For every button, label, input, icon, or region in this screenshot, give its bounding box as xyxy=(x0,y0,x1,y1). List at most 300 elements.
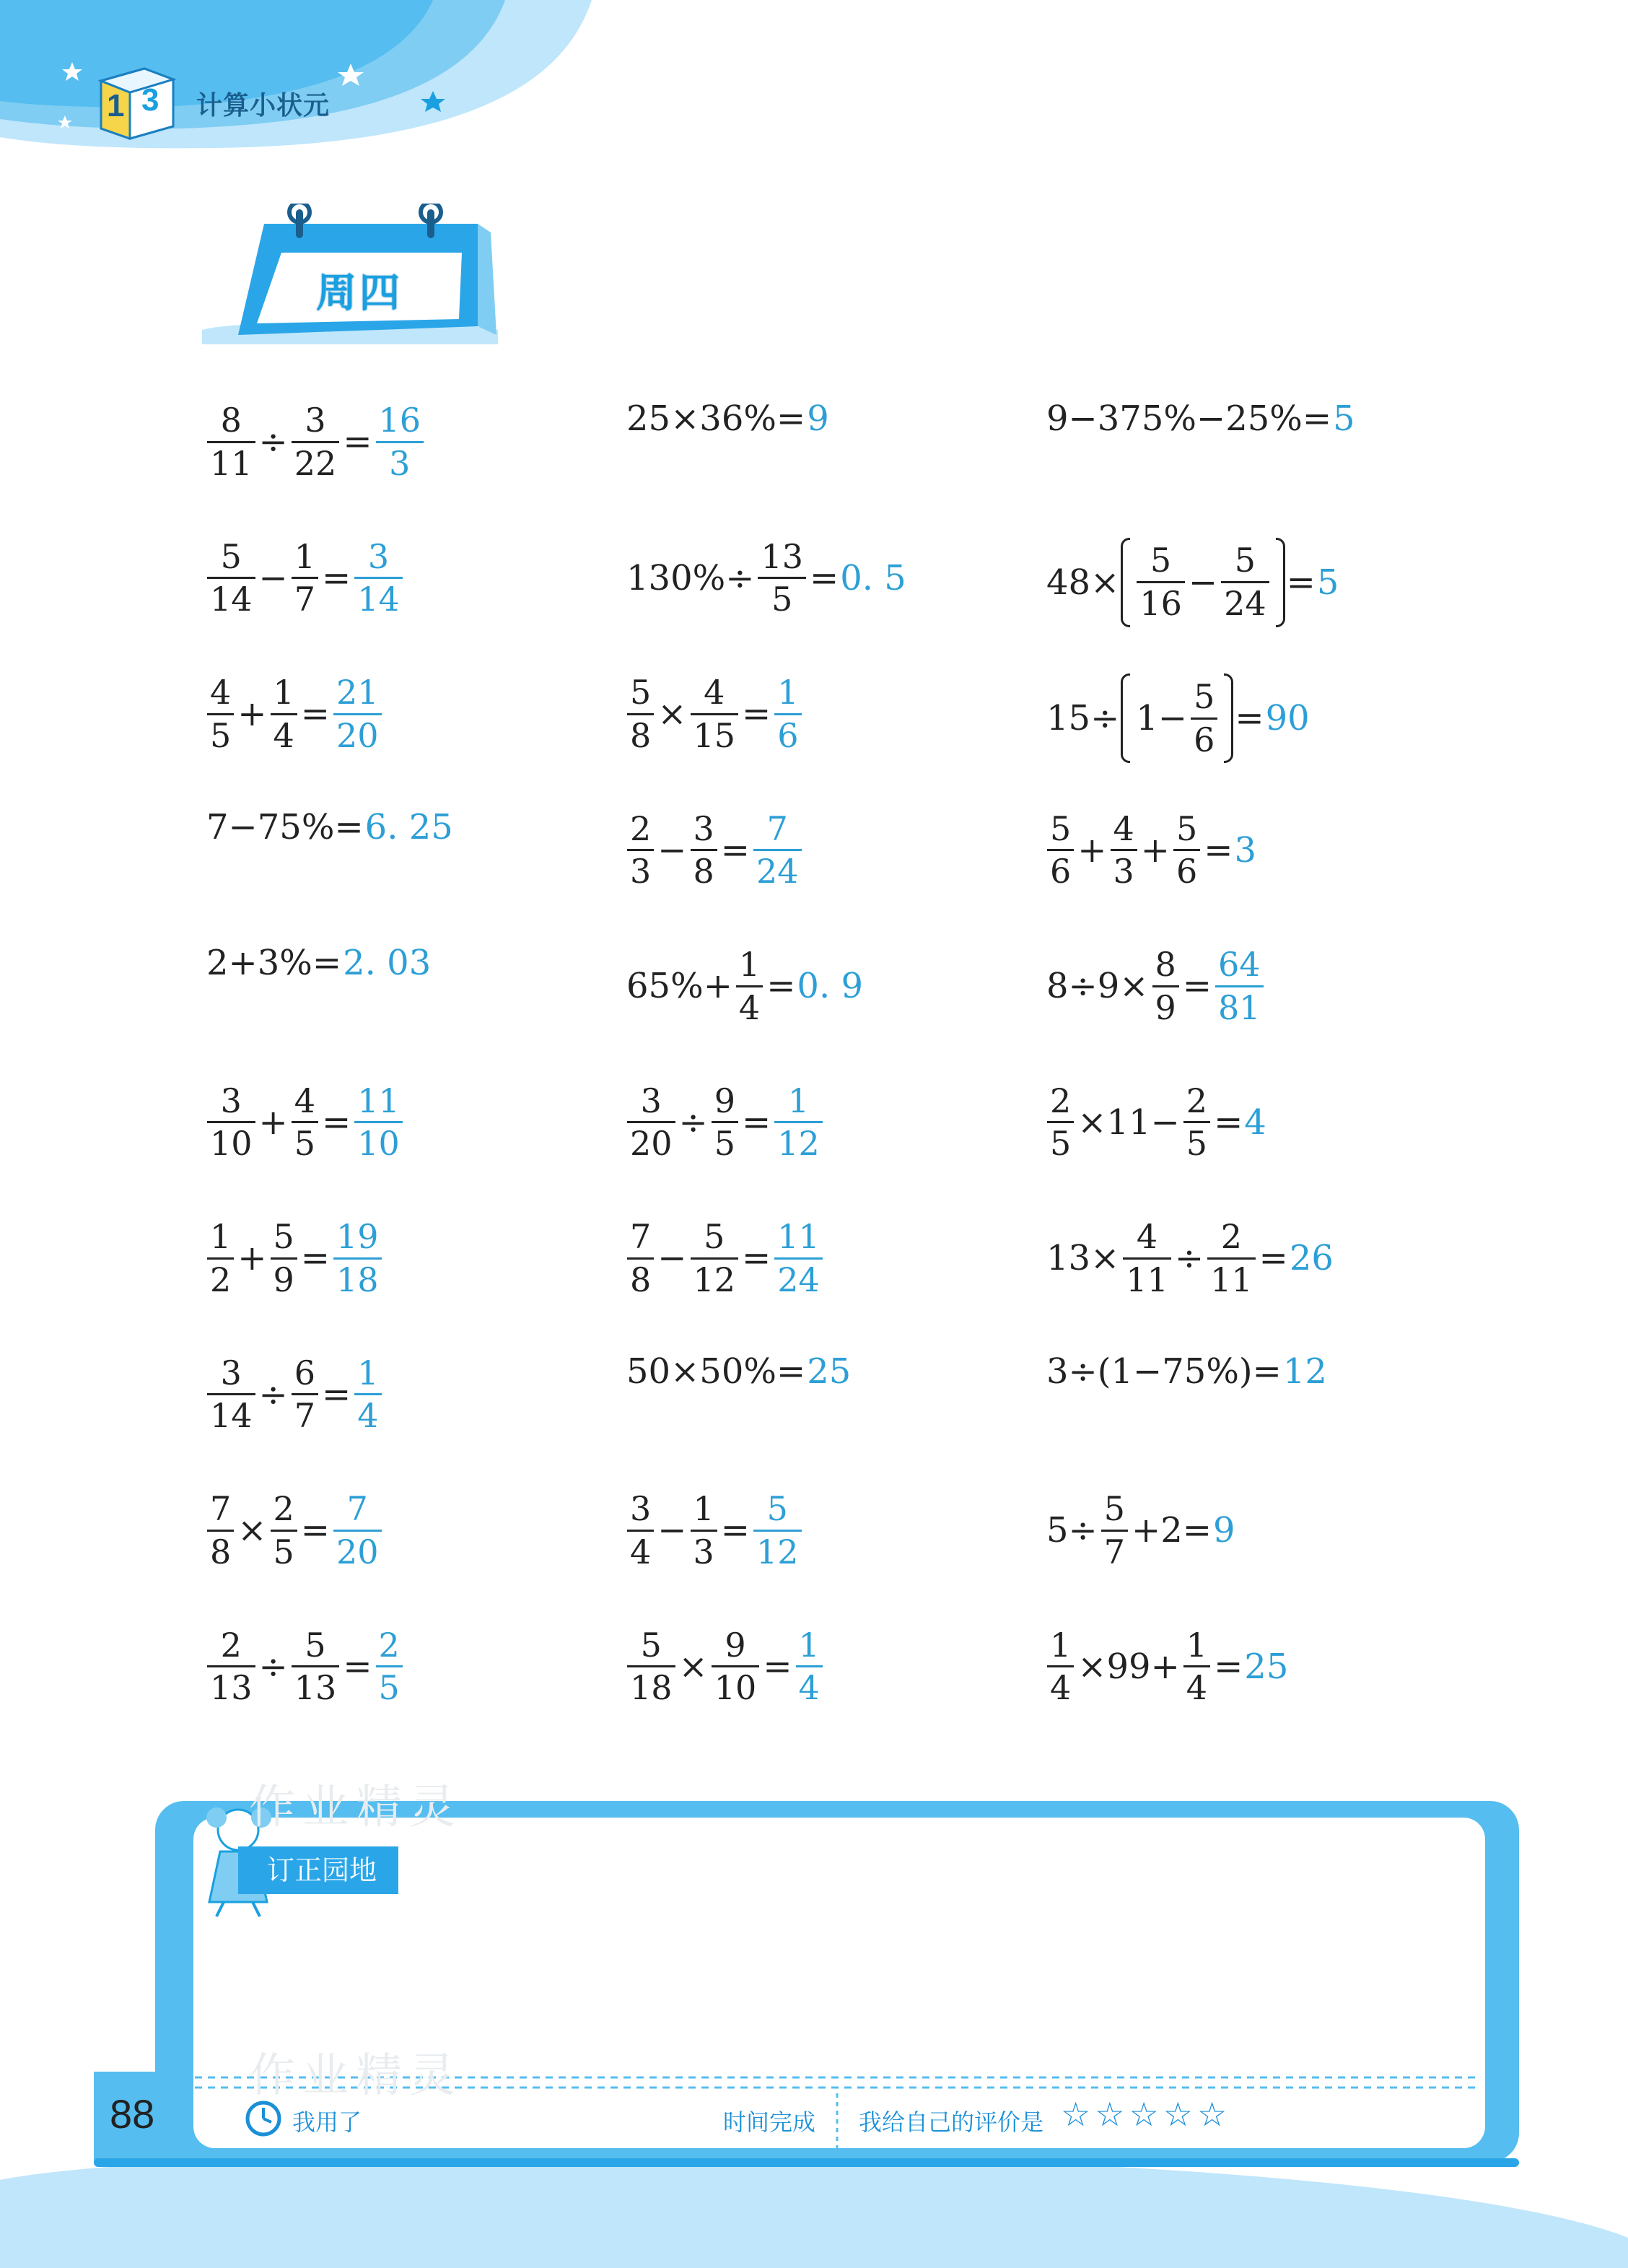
numerator: 2 xyxy=(378,1625,400,1665)
operator: = xyxy=(322,1102,351,1143)
time-prefix-label: 我用了 xyxy=(292,2108,362,2136)
denominator: 3 xyxy=(630,852,652,891)
math-problem xyxy=(1045,398,1355,439)
operator: + xyxy=(237,1238,267,1279)
fraction-bar xyxy=(1137,581,1185,583)
header-banner xyxy=(0,0,649,159)
fraction-bar xyxy=(691,1257,739,1260)
math-problem xyxy=(625,398,829,439)
operator: − xyxy=(657,1510,687,1551)
answer-value: 12 xyxy=(1282,1351,1327,1392)
expression-text: 130%÷ xyxy=(626,557,755,598)
expression-text: 8÷9× xyxy=(1046,966,1149,1007)
operator: + xyxy=(1140,829,1170,871)
answer-fraction xyxy=(333,673,382,755)
expression-text: +2= xyxy=(1132,1510,1212,1551)
operator: ÷ xyxy=(1174,1238,1204,1279)
math-problem xyxy=(205,401,426,483)
denominator: 11 xyxy=(1210,1260,1253,1299)
operator: ÷ xyxy=(258,422,288,463)
answer-value: 2. 03 xyxy=(343,943,432,983)
numerator: 5 xyxy=(220,536,242,576)
answer-value: 25 xyxy=(1244,1646,1289,1687)
numerator: 5 xyxy=(1103,1489,1126,1528)
fraction-bar xyxy=(627,1665,675,1667)
denominator: 24 xyxy=(756,852,799,891)
fraction-bar xyxy=(1207,1257,1256,1260)
fraction-bar xyxy=(774,1257,823,1260)
fraction xyxy=(1173,810,1200,891)
operator: × xyxy=(657,694,687,735)
fraction xyxy=(207,401,255,483)
numerator: 16 xyxy=(378,401,421,440)
numerator: 6 xyxy=(294,1353,316,1392)
fraction-bar xyxy=(1047,1121,1074,1123)
denominator: 81 xyxy=(1218,987,1261,1027)
numerator: 5 xyxy=(630,673,652,712)
numerator: 3 xyxy=(220,1081,242,1120)
denominator: 3 xyxy=(693,1532,714,1571)
math-problem xyxy=(205,1354,384,1436)
denominator: 10 xyxy=(357,1124,400,1164)
fraction xyxy=(1191,678,1217,759)
numerator: 3 xyxy=(640,1081,662,1120)
math-problem xyxy=(1045,1490,1235,1571)
operator: = xyxy=(300,1510,330,1551)
fraction-bar xyxy=(753,849,802,851)
expression-text: 15÷ xyxy=(1046,698,1120,738)
answer-fraction xyxy=(354,1354,381,1436)
fraction xyxy=(1123,1218,1171,1299)
operator: − xyxy=(657,1238,687,1279)
fraction xyxy=(627,810,654,891)
numerator: 5 xyxy=(1150,541,1172,580)
expression-text: 7−75%= xyxy=(206,806,364,847)
fraction-bar xyxy=(627,1121,675,1123)
numerator: 1 xyxy=(798,1625,820,1665)
math-problem xyxy=(625,1082,825,1164)
fraction-bar xyxy=(1183,1121,1210,1123)
answer-fraction xyxy=(753,810,802,891)
denominator: 13 xyxy=(210,1668,253,1708)
fraction xyxy=(1183,1082,1210,1164)
operator: = xyxy=(300,694,330,735)
expression-text: 5÷ xyxy=(1046,1510,1098,1551)
math-problem xyxy=(1045,1082,1266,1164)
numerator: 2 xyxy=(1220,1217,1242,1256)
numerator: 9 xyxy=(714,1081,736,1120)
math-problem xyxy=(625,946,863,1027)
denominator: 11 xyxy=(1126,1260,1168,1299)
answer-value: 3 xyxy=(1234,829,1257,871)
fraction-bar xyxy=(292,1665,340,1667)
numerator: 1 xyxy=(273,673,294,712)
operator: = xyxy=(720,1510,750,1551)
operator: = xyxy=(742,1238,771,1279)
math-problem xyxy=(625,1626,825,1708)
answer-fraction xyxy=(1215,946,1264,1027)
numerator: 1 xyxy=(693,1489,714,1528)
answer-fraction xyxy=(753,1490,802,1571)
fraction xyxy=(627,673,654,755)
fraction xyxy=(271,673,297,755)
cube-digit-a: 1 xyxy=(107,88,125,123)
answer-value: 6. 25 xyxy=(364,806,453,847)
fraction xyxy=(1047,810,1074,891)
watermark-bottom: 作业精灵 xyxy=(249,2049,463,2103)
fraction-bar xyxy=(1152,985,1179,987)
fraction xyxy=(1111,810,1137,891)
numerator: 3 xyxy=(305,401,326,440)
denominator: 22 xyxy=(294,443,337,483)
denominator: 6 xyxy=(1194,720,1215,759)
fraction-bar xyxy=(333,1257,382,1260)
denominator: 5 xyxy=(1050,1124,1072,1164)
denominator: 20 xyxy=(336,1532,379,1571)
denominator: 5 xyxy=(1186,1124,1208,1164)
denominator: 18 xyxy=(336,1260,379,1299)
denominator: 24 xyxy=(777,1260,820,1299)
bracket-left xyxy=(1121,538,1130,627)
denominator: 3 xyxy=(1113,852,1134,891)
math-problem xyxy=(1045,1626,1288,1708)
numerator: 1 xyxy=(294,536,316,576)
math-problem xyxy=(205,806,453,847)
rating-star-icon[interactable]: ☆ xyxy=(1129,2095,1159,2134)
denominator: 18 xyxy=(630,1668,673,1708)
answer-value: 0. 5 xyxy=(840,557,906,598)
fraction-bar xyxy=(354,577,403,579)
fraction-bar xyxy=(292,1393,318,1395)
operator: = xyxy=(1214,1646,1243,1687)
answer-fraction xyxy=(333,1490,382,1571)
clock-icon xyxy=(248,2103,279,2134)
math-problem xyxy=(1045,673,1310,763)
fraction xyxy=(271,1490,297,1571)
fraction-bar xyxy=(1173,849,1200,851)
operator: = xyxy=(1214,1102,1243,1143)
fraction-bar xyxy=(691,713,739,715)
answer-value: 9 xyxy=(1213,1510,1235,1551)
cube-digit-b: 3 xyxy=(141,82,159,118)
operator: − xyxy=(258,557,288,598)
fraction-bar xyxy=(1215,985,1264,987)
expression-text: 1− xyxy=(1136,698,1188,738)
operator: = xyxy=(1235,698,1264,738)
fraction-bar xyxy=(1221,581,1269,583)
expression-text: 25×36%= xyxy=(626,398,806,439)
answer-fraction xyxy=(774,1218,823,1299)
fraction-bar xyxy=(691,1530,717,1532)
math-problem xyxy=(205,1626,405,1708)
bracket-right xyxy=(1276,538,1285,627)
fraction xyxy=(627,1218,654,1299)
denominator: 20 xyxy=(630,1124,673,1164)
answer-fraction xyxy=(354,538,403,619)
numerator: 2 xyxy=(273,1489,294,1528)
numerator: 3 xyxy=(693,808,714,848)
fraction xyxy=(292,1626,340,1708)
denominator: 2 xyxy=(210,1260,232,1299)
denominator: 5 xyxy=(210,715,232,755)
denominator: 20 xyxy=(336,715,379,755)
fraction xyxy=(691,673,739,755)
fraction-bar xyxy=(1183,1665,1210,1667)
fraction-bar xyxy=(271,1257,297,1260)
numerator: 4 xyxy=(1136,1217,1158,1256)
denominator: 4 xyxy=(630,1532,652,1571)
numerator: 7 xyxy=(630,1217,652,1256)
fraction xyxy=(207,1218,234,1299)
operator: ÷ xyxy=(678,1102,708,1143)
numerator: 1 xyxy=(777,673,799,712)
numerator: 7 xyxy=(766,808,788,848)
fraction-bar xyxy=(207,1393,255,1395)
fraction xyxy=(691,810,717,891)
denominator: 6 xyxy=(1050,852,1072,891)
fraction xyxy=(1047,1082,1074,1164)
denominator: 7 xyxy=(294,580,316,619)
math-problem xyxy=(205,943,432,983)
fraction-bar xyxy=(207,441,255,443)
fraction-bar xyxy=(691,849,717,851)
expression-text: 3÷(1−75%)= xyxy=(1046,1351,1282,1392)
self-evaluation-label: 我给自己的评价是 xyxy=(859,2108,1044,2136)
fraction-bar xyxy=(207,1121,255,1123)
fraction-bar xyxy=(292,441,340,443)
correction-title: 订正园地 xyxy=(238,1846,398,1894)
fraction xyxy=(271,1218,297,1299)
fraction xyxy=(207,673,234,755)
fraction-bar xyxy=(774,713,801,715)
denominator: 9 xyxy=(1155,987,1176,1027)
fraction-bar xyxy=(1047,849,1074,851)
math-problem xyxy=(205,1218,384,1299)
fraction-bar xyxy=(627,713,654,715)
numerator: 3 xyxy=(630,1489,652,1528)
math-problem xyxy=(205,1490,384,1571)
fraction xyxy=(207,1354,255,1436)
fraction xyxy=(1183,1626,1210,1708)
operator: = xyxy=(1204,829,1233,871)
denominator: 13 xyxy=(294,1668,337,1708)
denominator: 10 xyxy=(714,1668,757,1708)
answer-value: 90 xyxy=(1265,698,1310,738)
numerator: 1 xyxy=(210,1217,232,1256)
denominator: 9 xyxy=(273,1260,294,1299)
denominator: 24 xyxy=(1224,584,1266,623)
fraction-bar xyxy=(796,1665,823,1667)
operator: × xyxy=(237,1510,267,1551)
denominator: 12 xyxy=(756,1532,799,1571)
operator: = xyxy=(1259,1238,1288,1279)
denominator: 8 xyxy=(693,852,714,891)
numerator: 7 xyxy=(210,1489,232,1528)
fraction-bar xyxy=(627,1257,654,1260)
denominator: 8 xyxy=(630,1260,652,1299)
fraction-bar xyxy=(753,1530,802,1532)
denominator: 8 xyxy=(210,1532,232,1571)
numerator: 4 xyxy=(704,673,725,712)
answer-value: 5 xyxy=(1333,398,1355,439)
denominator: 3 xyxy=(389,443,411,483)
correction-frame xyxy=(0,1732,1628,2268)
denominator: 12 xyxy=(777,1124,820,1164)
fraction xyxy=(1101,1490,1128,1571)
numerator: 11 xyxy=(777,1217,820,1256)
operator: = xyxy=(763,1646,792,1687)
denominator: 6 xyxy=(1176,852,1198,891)
denominator: 11 xyxy=(210,443,253,483)
fraction-bar xyxy=(712,1121,738,1123)
numerator: 21 xyxy=(336,673,379,712)
numerator: 3 xyxy=(367,536,390,576)
operator: + xyxy=(237,694,267,735)
fraction xyxy=(207,1082,255,1164)
numerator: 8 xyxy=(1155,945,1176,984)
operator: × xyxy=(678,1646,708,1687)
math-problem xyxy=(625,538,906,619)
operator: + xyxy=(1077,829,1107,871)
fraction xyxy=(1207,1218,1256,1299)
denominator: 15 xyxy=(693,715,736,755)
numerator: 4 xyxy=(1113,808,1134,848)
operator: = xyxy=(742,1102,771,1143)
denominator: 5 xyxy=(273,1532,294,1571)
numerator: 1 xyxy=(1050,1625,1072,1665)
fraction-bar xyxy=(354,1121,403,1123)
numerator: 7 xyxy=(346,1489,368,1528)
expression-text: 65%+ xyxy=(626,966,732,1007)
operator: = xyxy=(742,694,771,735)
rating-star-icon[interactable]: ☆ xyxy=(1095,2095,1125,2134)
fraction-bar xyxy=(627,849,654,851)
operator: = xyxy=(720,829,750,871)
fraction xyxy=(736,946,763,1027)
numerator: 13 xyxy=(761,536,803,576)
fraction xyxy=(627,1082,675,1164)
operator: ÷ xyxy=(258,1374,288,1415)
rating-star-icon[interactable]: ☆ xyxy=(1163,2095,1193,2134)
fraction xyxy=(627,1626,675,1708)
operator: = xyxy=(322,557,351,598)
numerator: 1 xyxy=(1186,1625,1208,1665)
answer-fraction xyxy=(376,401,424,483)
numerator: 5 xyxy=(1176,808,1198,848)
numerator: 1 xyxy=(738,945,761,984)
operator: − xyxy=(657,829,687,871)
denominator: 4 xyxy=(273,715,294,755)
rating-star-icon[interactable]: ☆ xyxy=(1061,2095,1091,2134)
numerator: 1 xyxy=(357,1353,379,1392)
rating-stars xyxy=(1061,2095,1227,2134)
math-problem xyxy=(1045,538,1339,627)
fraction-bar xyxy=(207,1530,234,1532)
answer-value: 0. 9 xyxy=(797,966,863,1007)
answer-fraction xyxy=(354,1082,403,1164)
numerator: 2 xyxy=(1050,1081,1072,1120)
fraction-bar xyxy=(736,985,763,987)
numerator: 5 xyxy=(766,1489,788,1528)
answer-value: 4 xyxy=(1244,1102,1266,1143)
expression-text: 50×50%= xyxy=(626,1351,806,1392)
numerator: 9 xyxy=(725,1625,746,1665)
numerator: 2 xyxy=(220,1625,242,1665)
denominator: 5 xyxy=(378,1668,400,1708)
fraction-bar xyxy=(292,1121,318,1123)
answer-value: 5 xyxy=(1316,562,1339,603)
numerator: 5 xyxy=(1050,808,1072,848)
fraction-bar xyxy=(1047,1665,1074,1667)
numerator: 5 xyxy=(273,1217,294,1256)
denominator: 5 xyxy=(294,1124,316,1164)
answer-fraction xyxy=(376,1626,403,1708)
book-title: 计算小状元 xyxy=(196,91,331,121)
denominator: 12 xyxy=(693,1260,736,1299)
numerator: 8 xyxy=(220,401,242,440)
fraction-bar xyxy=(712,1665,760,1667)
fraction-bar xyxy=(333,1530,382,1532)
math-problem xyxy=(625,810,804,891)
denominator: 4 xyxy=(1050,1668,1072,1708)
denominator: 8 xyxy=(630,715,652,755)
denominator: 6 xyxy=(777,715,799,755)
expression-text: 2+3%= xyxy=(206,943,342,983)
numerator: 11 xyxy=(357,1081,400,1120)
operator: = xyxy=(1286,562,1316,603)
fraction xyxy=(1047,1626,1074,1708)
operator: = xyxy=(343,422,372,463)
denominator: 14 xyxy=(357,580,400,619)
fraction xyxy=(292,538,318,619)
fraction xyxy=(1221,541,1269,623)
operator: ÷ xyxy=(258,1646,288,1687)
expression-text: 9−375%−25%= xyxy=(1046,398,1332,439)
operator: = xyxy=(766,966,796,1007)
fraction-bar xyxy=(292,577,318,579)
operator: − xyxy=(1188,562,1218,603)
fraction-bar xyxy=(1191,718,1217,720)
fraction-bar xyxy=(271,713,297,715)
denominator: 4 xyxy=(357,1396,379,1436)
fraction-bar xyxy=(207,713,234,715)
denominator: 7 xyxy=(294,1396,316,1436)
fraction xyxy=(292,1082,318,1164)
math-problem xyxy=(1045,1218,1334,1299)
fraction xyxy=(712,1082,738,1164)
fraction xyxy=(207,538,255,619)
math-problem xyxy=(625,1351,852,1392)
denominator: 4 xyxy=(738,987,761,1027)
fraction xyxy=(292,1354,318,1436)
denominator: 4 xyxy=(1186,1668,1208,1708)
fraction-bar xyxy=(1123,1257,1171,1260)
expression-text: 48× xyxy=(1046,562,1120,603)
bracket-right xyxy=(1224,673,1233,763)
answer-fraction xyxy=(774,1082,823,1164)
denominator: 7 xyxy=(1103,1532,1126,1571)
denominator: 5 xyxy=(771,580,793,619)
fraction-bar xyxy=(354,1393,381,1395)
answer-fraction xyxy=(333,1218,382,1299)
fraction xyxy=(1152,946,1179,1027)
numerator: 19 xyxy=(336,1217,379,1256)
rating-star-icon[interactable]: ☆ xyxy=(1197,2095,1227,2134)
math-problem xyxy=(205,538,405,619)
fraction xyxy=(207,1626,255,1708)
fraction-bar xyxy=(207,1665,255,1667)
operator: = xyxy=(810,557,839,598)
